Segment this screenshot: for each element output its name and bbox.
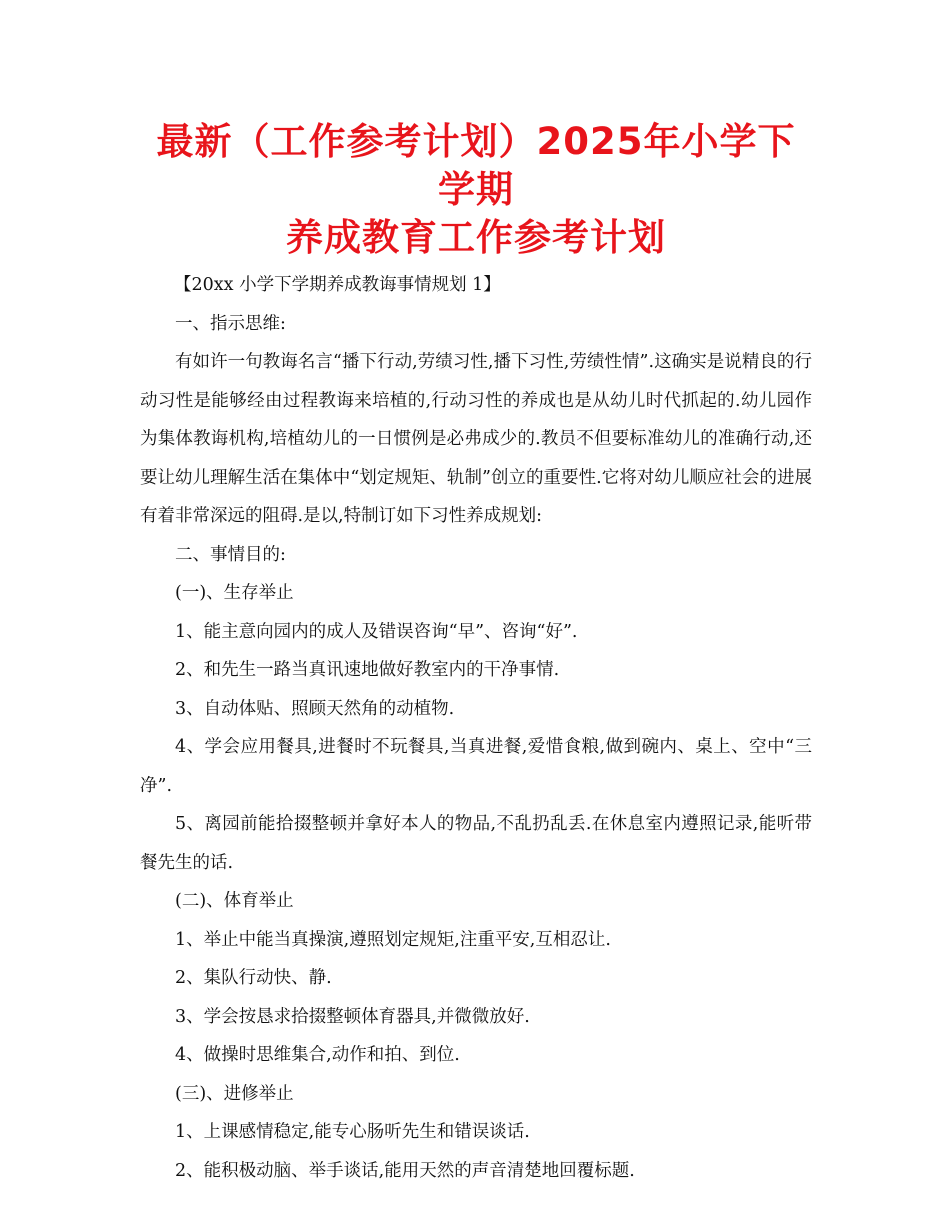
- paragraph: 1、上课感情稳定,能专心肠听先生和错误谈话.: [175, 1122, 530, 1142]
- paragraph: 1、举止中能当真操演,遵照划定规矩,注重平安,互相忍让.: [175, 929, 611, 950]
- paragraph: (三)、进修举止: [175, 1083, 294, 1104]
- paragraph: 4、做操时思维集合,动作和拍、到位.: [175, 1045, 460, 1065]
- title-line-1: 最新（工作参考计划）2025年小学下学期: [156, 120, 796, 211]
- paragraph: 有如许一句教诲名言“播下行动,劳绩习性,播下习性,劳绩性情”.这确实是说精良的行动习性是能够经由过程教诲来培植的,行动习性的养成也是从幼儿时代抓起的.幼儿园作为集体教诲机构,培植幼儿的一日惯例是必弗成少的.教员不但要标准幼儿的准确行动,还要让幼儿理解生活在集体中“划定规矩、轨制”创立的重要性.它将对幼儿顺应社会的进展有着非常深远的阻碍.是以,特制订如下习性养成规划:: [140, 352, 812, 526]
- paragraph: 二、事情目的:: [175, 544, 286, 565]
- paragraph: 1、能主意向园内的成人及错误咨询“早”、咨询“好”.: [175, 621, 578, 642]
- paragraph: 2、能积极动脑、举手谈话,能用天然的声音清楚地回覆标题.: [175, 1160, 635, 1181]
- paragraph: 4、学会应用餐具,进餐时不玩餐具,当真进餐,爱惜食粮,做到碗内、桌上、空中“三净”.: [140, 737, 812, 796]
- paragraph: 3、学会按恳求拾掇整顿体育器具,并微微放好.: [175, 1006, 530, 1027]
- paragraph: 3、自动体贴、照顾天然角的动植物.: [175, 698, 455, 719]
- paragraph: 一、指示思维:: [175, 313, 286, 334]
- section-subtitle: 【20xx 小学下学期养成教诲事情规划 1】: [174, 275, 501, 295]
- paragraph: 2、和先生一路当真讯速地做好教室内的干净事情.: [175, 660, 560, 680]
- paragraph: 2、集队行动快、静.: [175, 968, 332, 988]
- title-line-2: 养成教育工作参考计划: [286, 216, 666, 259]
- document-body: [140, 266, 812, 1190]
- paragraph: (一)、生存举止: [175, 583, 294, 603]
- paragraph: (二)、体育举止: [175, 891, 294, 911]
- document-title: [140, 118, 812, 262]
- paragraph: 5、离园前能拾掇整顿并拿好本人的物品,不乱扔乱丢.在休息室内遵照记录,能听带餐先生的话.: [140, 814, 812, 873]
